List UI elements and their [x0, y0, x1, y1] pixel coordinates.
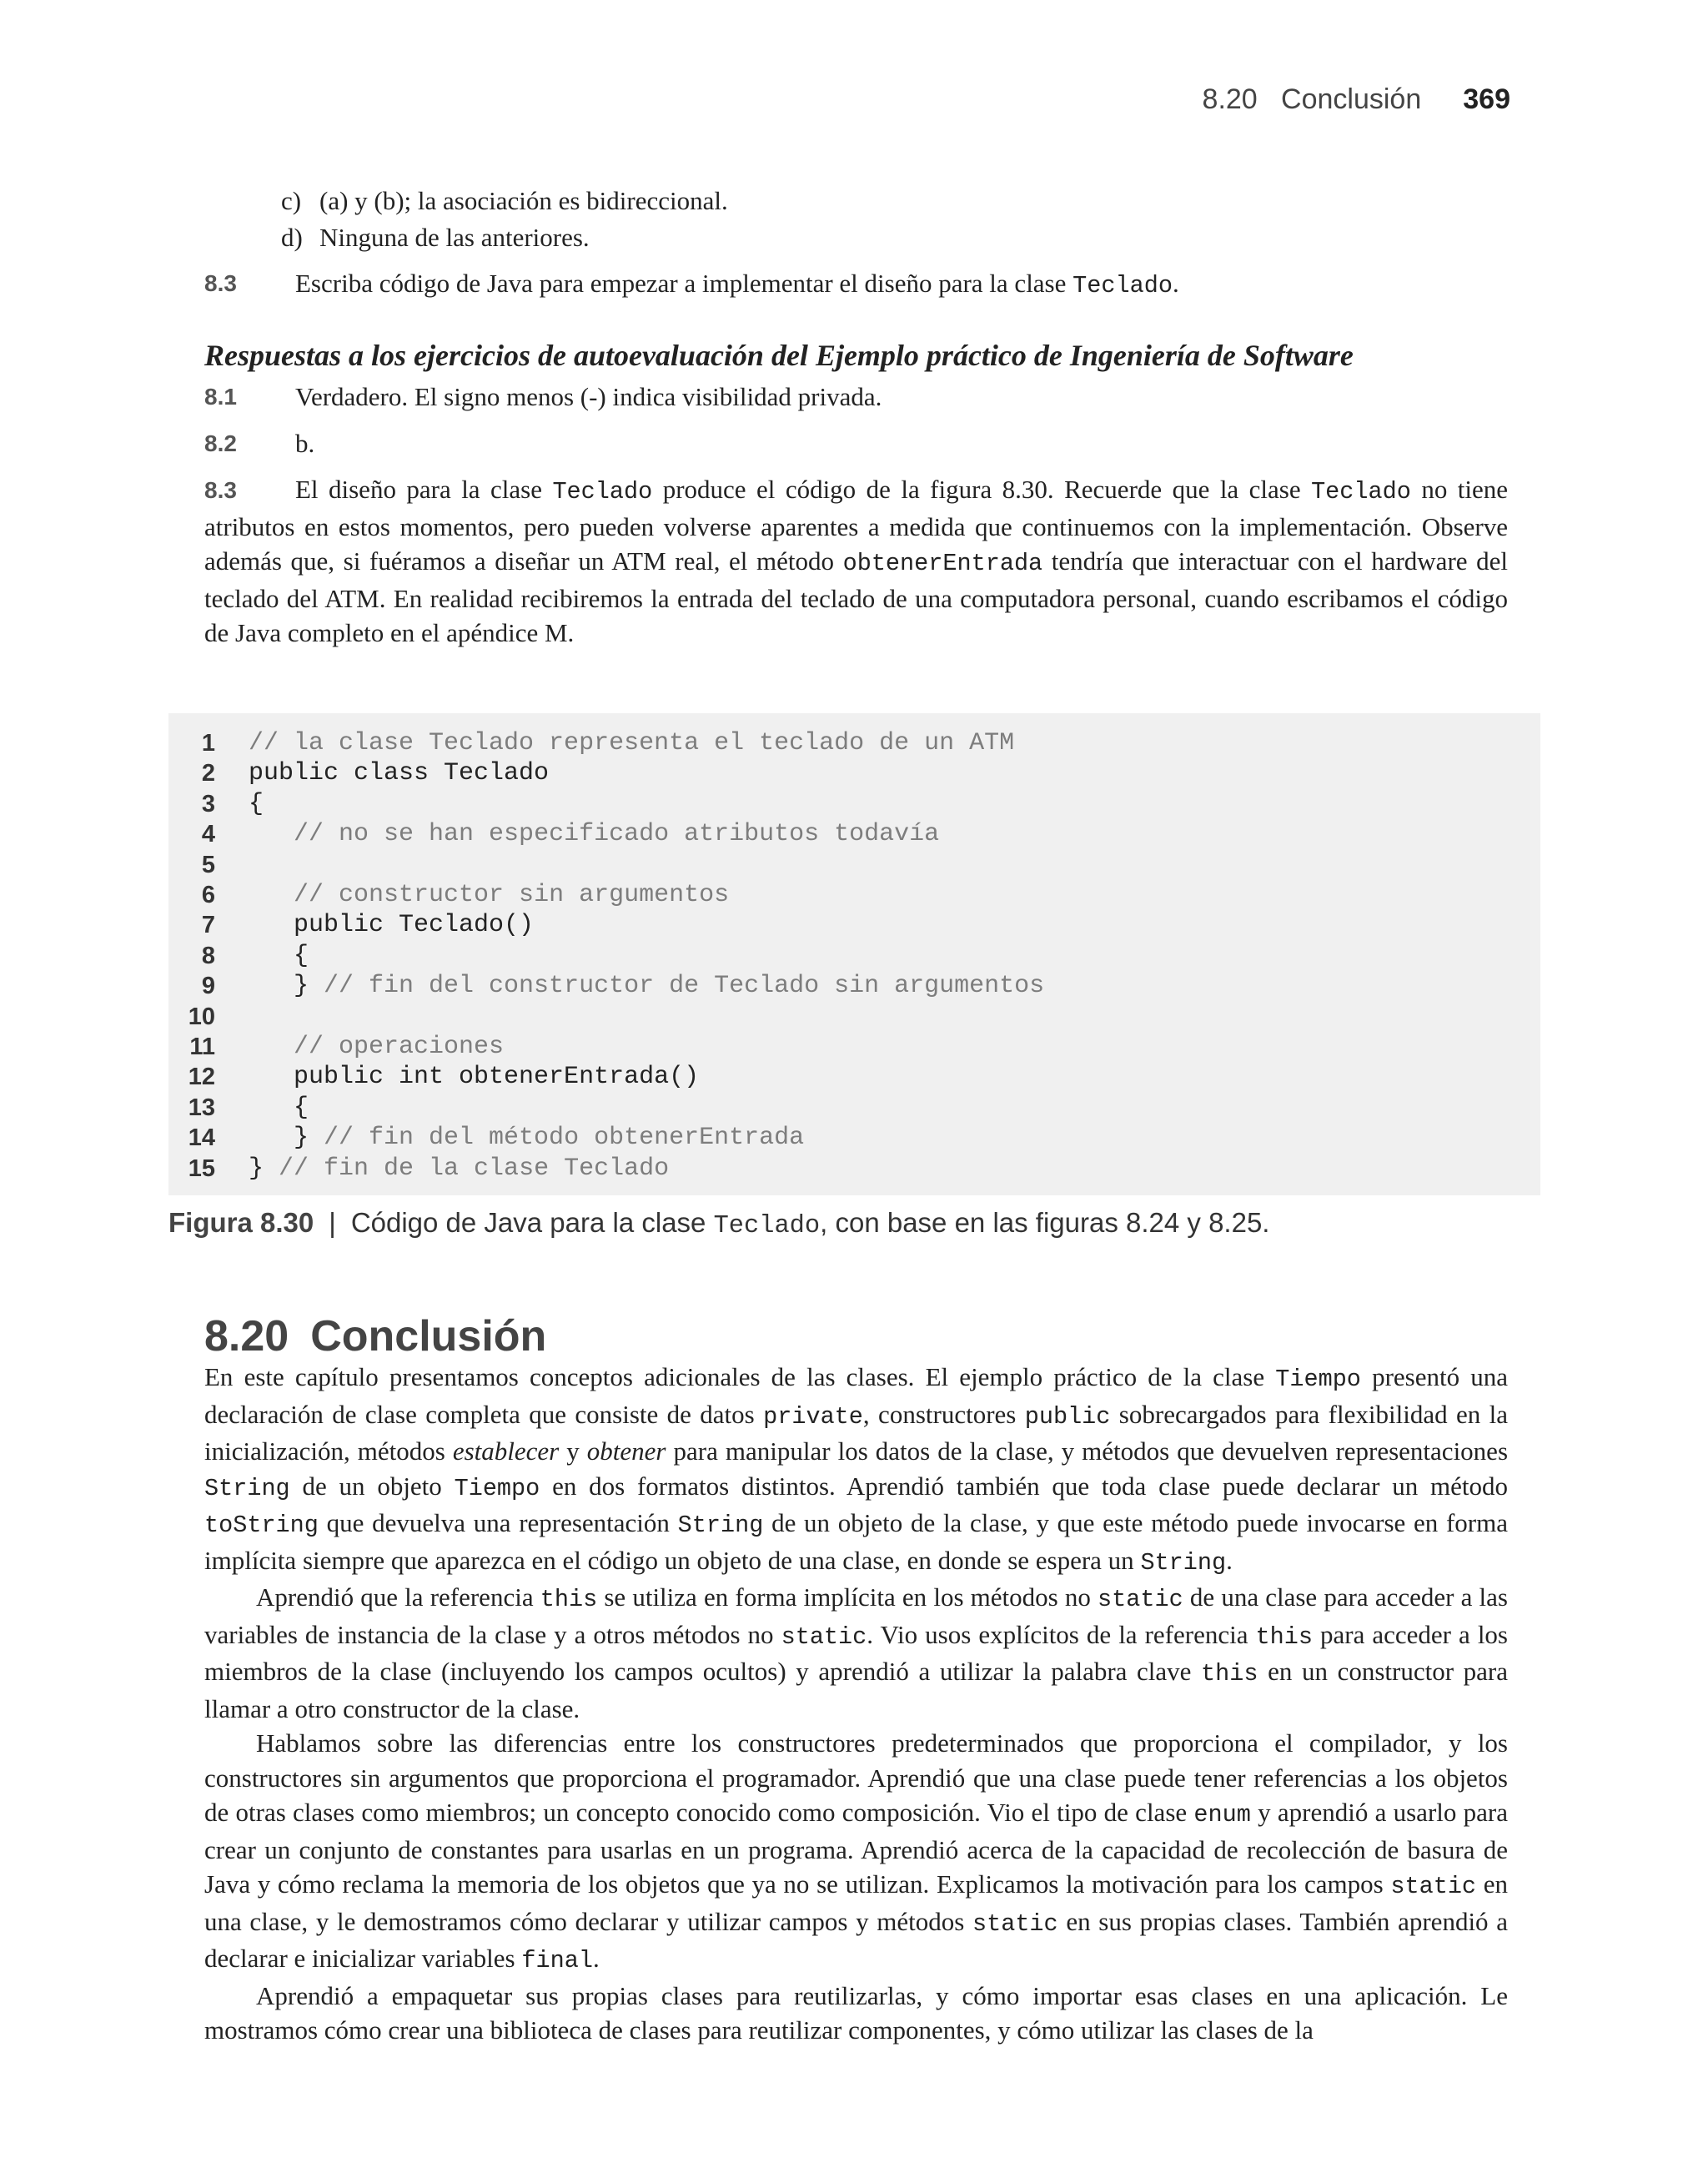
code-text: [249, 880, 729, 910]
header-section: 8.20 Conclusión: [1202, 83, 1422, 115]
answer-number: 8.2: [204, 430, 237, 456]
text-run: para manipular los datos de la clase, y métodos que devuelven representaciones: [666, 1436, 1509, 1466]
code-text: [249, 758, 549, 788]
text-run: no tiene atributos en estos momentos, pero pueden volverse aparentes a medida que continuemos con la implementación. Observe además que, si fuéramos a diseñar un ATM real, el método: [204, 475, 1509, 576]
code-text: [249, 971, 1044, 1001]
code-line: [168, 941, 1540, 971]
question-8-3: [204, 266, 1508, 304]
text-run: En este capítulo presentamos conceptos adicionales de las clases. El ejemplo práctico de la clase: [204, 1362, 1276, 1391]
code-token: }: [249, 1124, 324, 1153]
code-line: [168, 758, 1540, 788]
caption-separator: |: [329, 1207, 336, 1238]
option-text: (a) y (b); la asociación es bidireccional.: [319, 186, 728, 215]
code-line: [168, 850, 1540, 880]
code-comment: // no se han especificado atributos todavía: [294, 820, 940, 849]
text-run: presentó una declaración de clase completa que consiste de datos: [204, 1362, 1508, 1429]
paragraph: [204, 1979, 1508, 2048]
code-token: {: [249, 941, 309, 970]
code-token: [249, 820, 294, 848]
code-run: obtenerEntrada: [842, 550, 1043, 577]
code-comment: // fin del constructor de Teclado sin argumentos: [324, 972, 1045, 1001]
text-run: . Vio usos explícitos de la referencia: [867, 1619, 1256, 1649]
code-text: [249, 789, 264, 819]
code-comment: // fin del método obtenerEntrada: [324, 1124, 805, 1153]
code-line: [168, 1093, 1540, 1123]
line-number: 10: [188, 1003, 215, 1030]
code-comment: // fin de la clase Teclado: [279, 1154, 670, 1183]
code-line: [168, 1062, 1540, 1092]
text-run: y aprendió a usarlo para crear un conjunto de constantes para usarlas en un programa. Aprendió acerca de la capacidad de recolección de basura de Java y cómo reclama la memoria de los objetos que ya no se utilizan. Explicamos la motivación para los campos: [204, 1798, 1508, 1899]
code-token: }: [249, 972, 324, 1001]
code-run: this: [540, 1586, 598, 1613]
text-run: .: [1226, 1545, 1233, 1575]
text-run: para acceder a los miembros de la clase (incluyendo los campos ocultos) y aprendió a utilizar la palabra clave: [204, 1619, 1508, 1686]
code-token: public class Teclado: [249, 759, 550, 788]
code-comment: // la clase Teclado representa el teclado de un ATM: [249, 729, 1015, 757]
code-run: Tiempo: [454, 1474, 540, 1502]
code-text: [249, 1032, 504, 1062]
code-run: static: [1390, 1873, 1477, 1900]
code-text: [249, 728, 1014, 758]
code-line: [168, 728, 1540, 758]
code-text: [249, 1123, 804, 1153]
text-run: El diseño para la clase: [295, 475, 553, 504]
text-run: en un constructor para llamar a otro constructor de la clase.: [204, 1657, 1508, 1723]
text-run: de una clase para acceder a las variables de instancia de la clase y a otros métodos no: [204, 1582, 1508, 1649]
code-run: enum: [1193, 1801, 1251, 1828]
line-number: 7: [201, 912, 215, 939]
code-token: {: [249, 1093, 309, 1122]
answer-number: 8.3: [204, 477, 237, 503]
text-run: en dos formatos distintos. Aprendió también que toda clase puede declarar un método: [540, 1471, 1508, 1501]
line-number: 6: [201, 882, 215, 908]
option-c: [281, 184, 1508, 219]
line-number: 15: [188, 1154, 215, 1182]
line-number: 3: [201, 790, 215, 817]
page-number: 369: [1463, 83, 1510, 115]
text-run: de un objeto: [289, 1471, 455, 1501]
code-run: Teclado: [713, 1212, 821, 1240]
option-d: [281, 220, 1508, 255]
code-run: String: [204, 1474, 290, 1502]
text-run: Aprendió a empaquetar sus propias clases para reutilizarlas, y cómo importar esas clases en una aplicación. Le mostramos cómo crear una biblioteca de clases para reutilizar componentes, y cómo utilizar las clases de la: [204, 1980, 1508, 2045]
figure-caption: [168, 1207, 1269, 1240]
emphasis-run: obtener: [586, 1436, 666, 1466]
code-run: toString: [204, 1512, 319, 1539]
code-run: Tiempo: [1275, 1366, 1361, 1393]
text-run: tendría que interactuar con el hardware del teclado del ATM. En realidad recibiremos la entrada del teclado de una computadora personal, cuando escribamos el código de Java completo en el apéndice M.: [204, 546, 1508, 647]
question-number: 8.3: [204, 270, 237, 296]
code-line: [168, 1154, 1540, 1184]
line-number: 1: [201, 730, 215, 757]
text-run: , con base en las figuras 8.24 y 8.25.: [820, 1207, 1270, 1238]
code-run: static: [1098, 1586, 1183, 1613]
code-text: [249, 1062, 699, 1092]
code-listing: [168, 713, 1540, 1195]
text-run: en una clase, y le demostramos cómo declarar y utilizar campos y métodos: [204, 1869, 1508, 1936]
exercise-content: [204, 182, 1508, 651]
code-text: [249, 819, 939, 849]
code-token: [249, 1033, 294, 1061]
code-text: [249, 1154, 669, 1184]
answer-text: b.: [295, 428, 315, 458]
code-run: String: [1140, 1548, 1227, 1577]
line-number: 5: [201, 851, 215, 878]
line-number: 13: [188, 1094, 215, 1121]
text-run: de un objeto de la clase, y que este método puede invocarse en forma implícita siempre que aparezca en el código un objeto de una clase, en donde se espera un: [204, 1508, 1508, 1575]
line-number: 2: [201, 760, 215, 787]
figure-label: Figura 8.30: [168, 1207, 314, 1238]
code-comment: // operaciones: [294, 1033, 505, 1061]
paragraph: [204, 1726, 1508, 1979]
text-run: .: [1172, 269, 1179, 298]
answer-8-1: [204, 380, 1508, 415]
code-run: static: [972, 1909, 1058, 1938]
code-text: [249, 910, 534, 940]
question-text: [295, 266, 1508, 304]
line-number: 4: [201, 821, 215, 848]
code-run: public: [1024, 1402, 1111, 1431]
paragraph: [204, 1360, 1508, 1580]
section-body: [204, 1360, 1508, 2048]
code-comment: // constructor sin argumentos: [294, 881, 730, 909]
code-token: public int obtenerEntrada(): [249, 1063, 700, 1092]
line-number: 14: [188, 1124, 215, 1152]
code-run: String: [677, 1512, 764, 1539]
option-text: Ninguna de las anteriores.: [319, 222, 590, 252]
code-run: this: [1201, 1660, 1258, 1688]
code-run: Teclado: [1311, 478, 1411, 506]
code-line: [168, 910, 1540, 940]
text-run: Código de Java para la clase: [350, 1207, 714, 1238]
text-run: se utiliza en forma implícita en los métodos no: [597, 1582, 1098, 1612]
code-run: this: [1255, 1622, 1313, 1651]
text-run: .: [592, 1944, 600, 1973]
code-line: [168, 819, 1540, 849]
text-run: , constructores: [862, 1399, 1025, 1429]
text-run: Aprendió que la referencia: [256, 1582, 540, 1612]
code-run: static: [781, 1622, 867, 1651]
code-line: [168, 971, 1540, 1001]
text-run: Escriba código de Java para empezar a implementar el diseño para la clase: [295, 269, 1073, 298]
code-text: [249, 1093, 309, 1123]
option-label: d): [281, 222, 303, 252]
section-number: 8.20: [204, 1312, 289, 1361]
code-token: [249, 881, 294, 909]
answers-heading: Respuestas a los ejercicios de autoevaluación del Ejemplo práctico de Ingeniería de Software: [204, 338, 1354, 372]
code-line: [168, 1032, 1540, 1062]
line-number: 9: [201, 973, 215, 1000]
text-run: sobrecargados para flexibilidad en la inicialización, métodos: [204, 1399, 1508, 1466]
section-heading: [204, 1311, 546, 1361]
text-run: en sus propias clases. También aprendió a declarar e inicializar variables: [204, 1906, 1508, 1973]
text-run: Hablamos sobre las diferencias entre los constructores predeterminados que proporciona el compilador, y los constructores sin argumentos que proporciona el programador. Aprendió que una clase puede tener referencias a los objetos de otras clases como miembros; un concepto conocido como composición. Vio el tipo de clase: [204, 1728, 1508, 1827]
code-line: [168, 880, 1540, 910]
code-line: [168, 789, 1540, 819]
text-run: que devuelva una representación: [318, 1508, 678, 1537]
code-token: {: [249, 789, 264, 818]
emphasis-run: establecer: [452, 1436, 560, 1466]
line-number: 8: [201, 942, 215, 969]
section-title: Conclusión: [310, 1312, 547, 1361]
code-run: private: [763, 1402, 863, 1431]
answer-text: Verdadero. El signo menos (-) indica visibilidad privada.: [295, 382, 882, 411]
answer-8-3: [204, 472, 1508, 651]
code-line: [168, 1123, 1540, 1153]
code-token: public Teclado(): [249, 911, 535, 940]
code-token: }: [249, 1154, 279, 1183]
paragraph: [204, 1580, 1508, 1726]
text-run: produce el código de la figura 8.30. Recuerde que la clase: [652, 475, 1312, 504]
code-run: Teclado: [552, 478, 653, 506]
code-text: [249, 941, 309, 971]
code-run: final: [521, 1947, 593, 1974]
code-run: Teclado: [1073, 272, 1173, 299]
line-number: 12: [188, 1064, 215, 1091]
code-line: [168, 1002, 1540, 1032]
answer-8-2: [204, 426, 1508, 461]
option-label: c): [281, 186, 302, 215]
answer-number: 8.1: [204, 384, 237, 410]
running-header: [1203, 83, 1510, 116]
text-run: y: [559, 1436, 587, 1466]
line-number: 11: [189, 1034, 215, 1060]
